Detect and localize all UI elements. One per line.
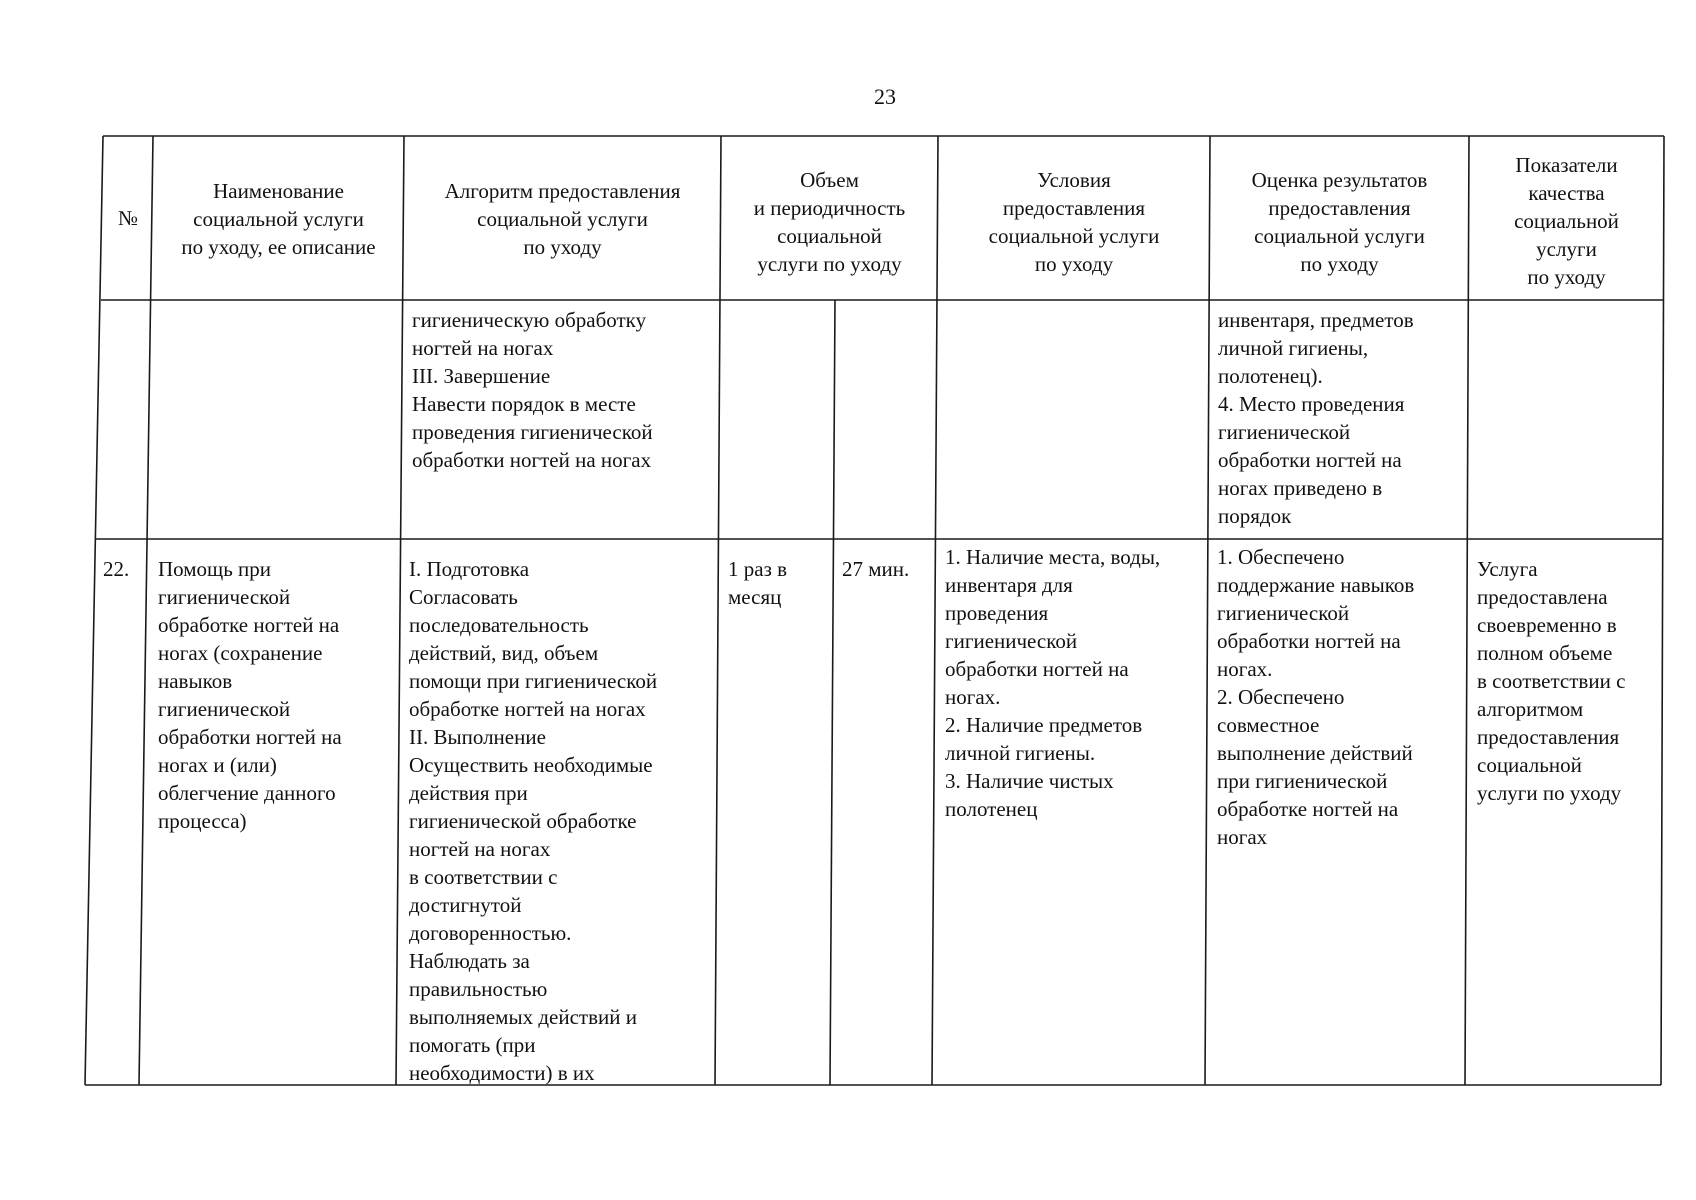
continued-evaluation-cell: инвентаря, предметов личной гигиены, полотенец). 4. Место проведения гигиенической обработки ногтей на ногах приведено в порядок: [1218, 308, 1414, 528]
page-number: 23: [874, 84, 896, 109]
header-conditions: Условия предоставления социальной услуги по уходу: [988, 168, 1160, 276]
header-service-name: Наименование социальной услуги по уходу, ее описание: [181, 179, 376, 259]
row-22-periodicity: 1 раз в месяц: [728, 557, 788, 609]
row-22-conditions: 1. Наличие места, воды, инвентаря для проведения гигиенической обработки ногтей на ногах. 2. Наличие предметов личной гигиены. 3. Наличие чистых полотенец: [945, 545, 1161, 821]
header-quality: Показатели качества социальной услуги по уходу: [1514, 153, 1619, 289]
header-volume-periodicity: Объем и периодичность социальной услуги по уходу: [753, 168, 906, 276]
row-22-algorithm: I. Подготовка Согласовать последовательность действий, вид, объем помощи при гигиенической обработке ногтей на ногах II. Выполнение Осуществить необходимые действия при гигиенической обработке ногтей на ногах в соответствии с достигнутой договоренностью. Наблюдать за правильностью выполняемых действий и помогать (при необходимости) в их: [409, 557, 658, 1085]
header-number: №: [117, 206, 139, 230]
row-22-evaluation: 1. Обеспечено поддержание навыков гигиенической обработки ногтей на ногах. 2. Обеспечено совместное выполнение действий при гигиенической обработке ногтей на ногах: [1217, 545, 1415, 849]
row-22-service-name: Помощь при гигиенической обработке ногтей на ногах (сохранение навыков гигиенической обработки ногтей на ногах и (или) облегчение данного процесса): [158, 557, 342, 833]
header-evaluation: Оценка результатов предоставления социальной услуги по уходу: [1251, 168, 1428, 276]
continued-algorithm-cell: гигиеническую обработку ногтей на ногах III. Завершение Навести порядок в месте проведения гигиенической обработки ногтей на ногах: [412, 308, 653, 472]
row-22-quality: Услуга предоставлена своевременно в полном объеме в соответствии с алгоритмом предоставления социальной услуги по уходу: [1477, 557, 1626, 805]
row-22-number: 22.: [103, 557, 130, 581]
row-22-duration: 27 мин.: [842, 557, 910, 581]
header-algorithm: Алгоритм предоставления социальной услуги по уходу: [444, 179, 681, 259]
